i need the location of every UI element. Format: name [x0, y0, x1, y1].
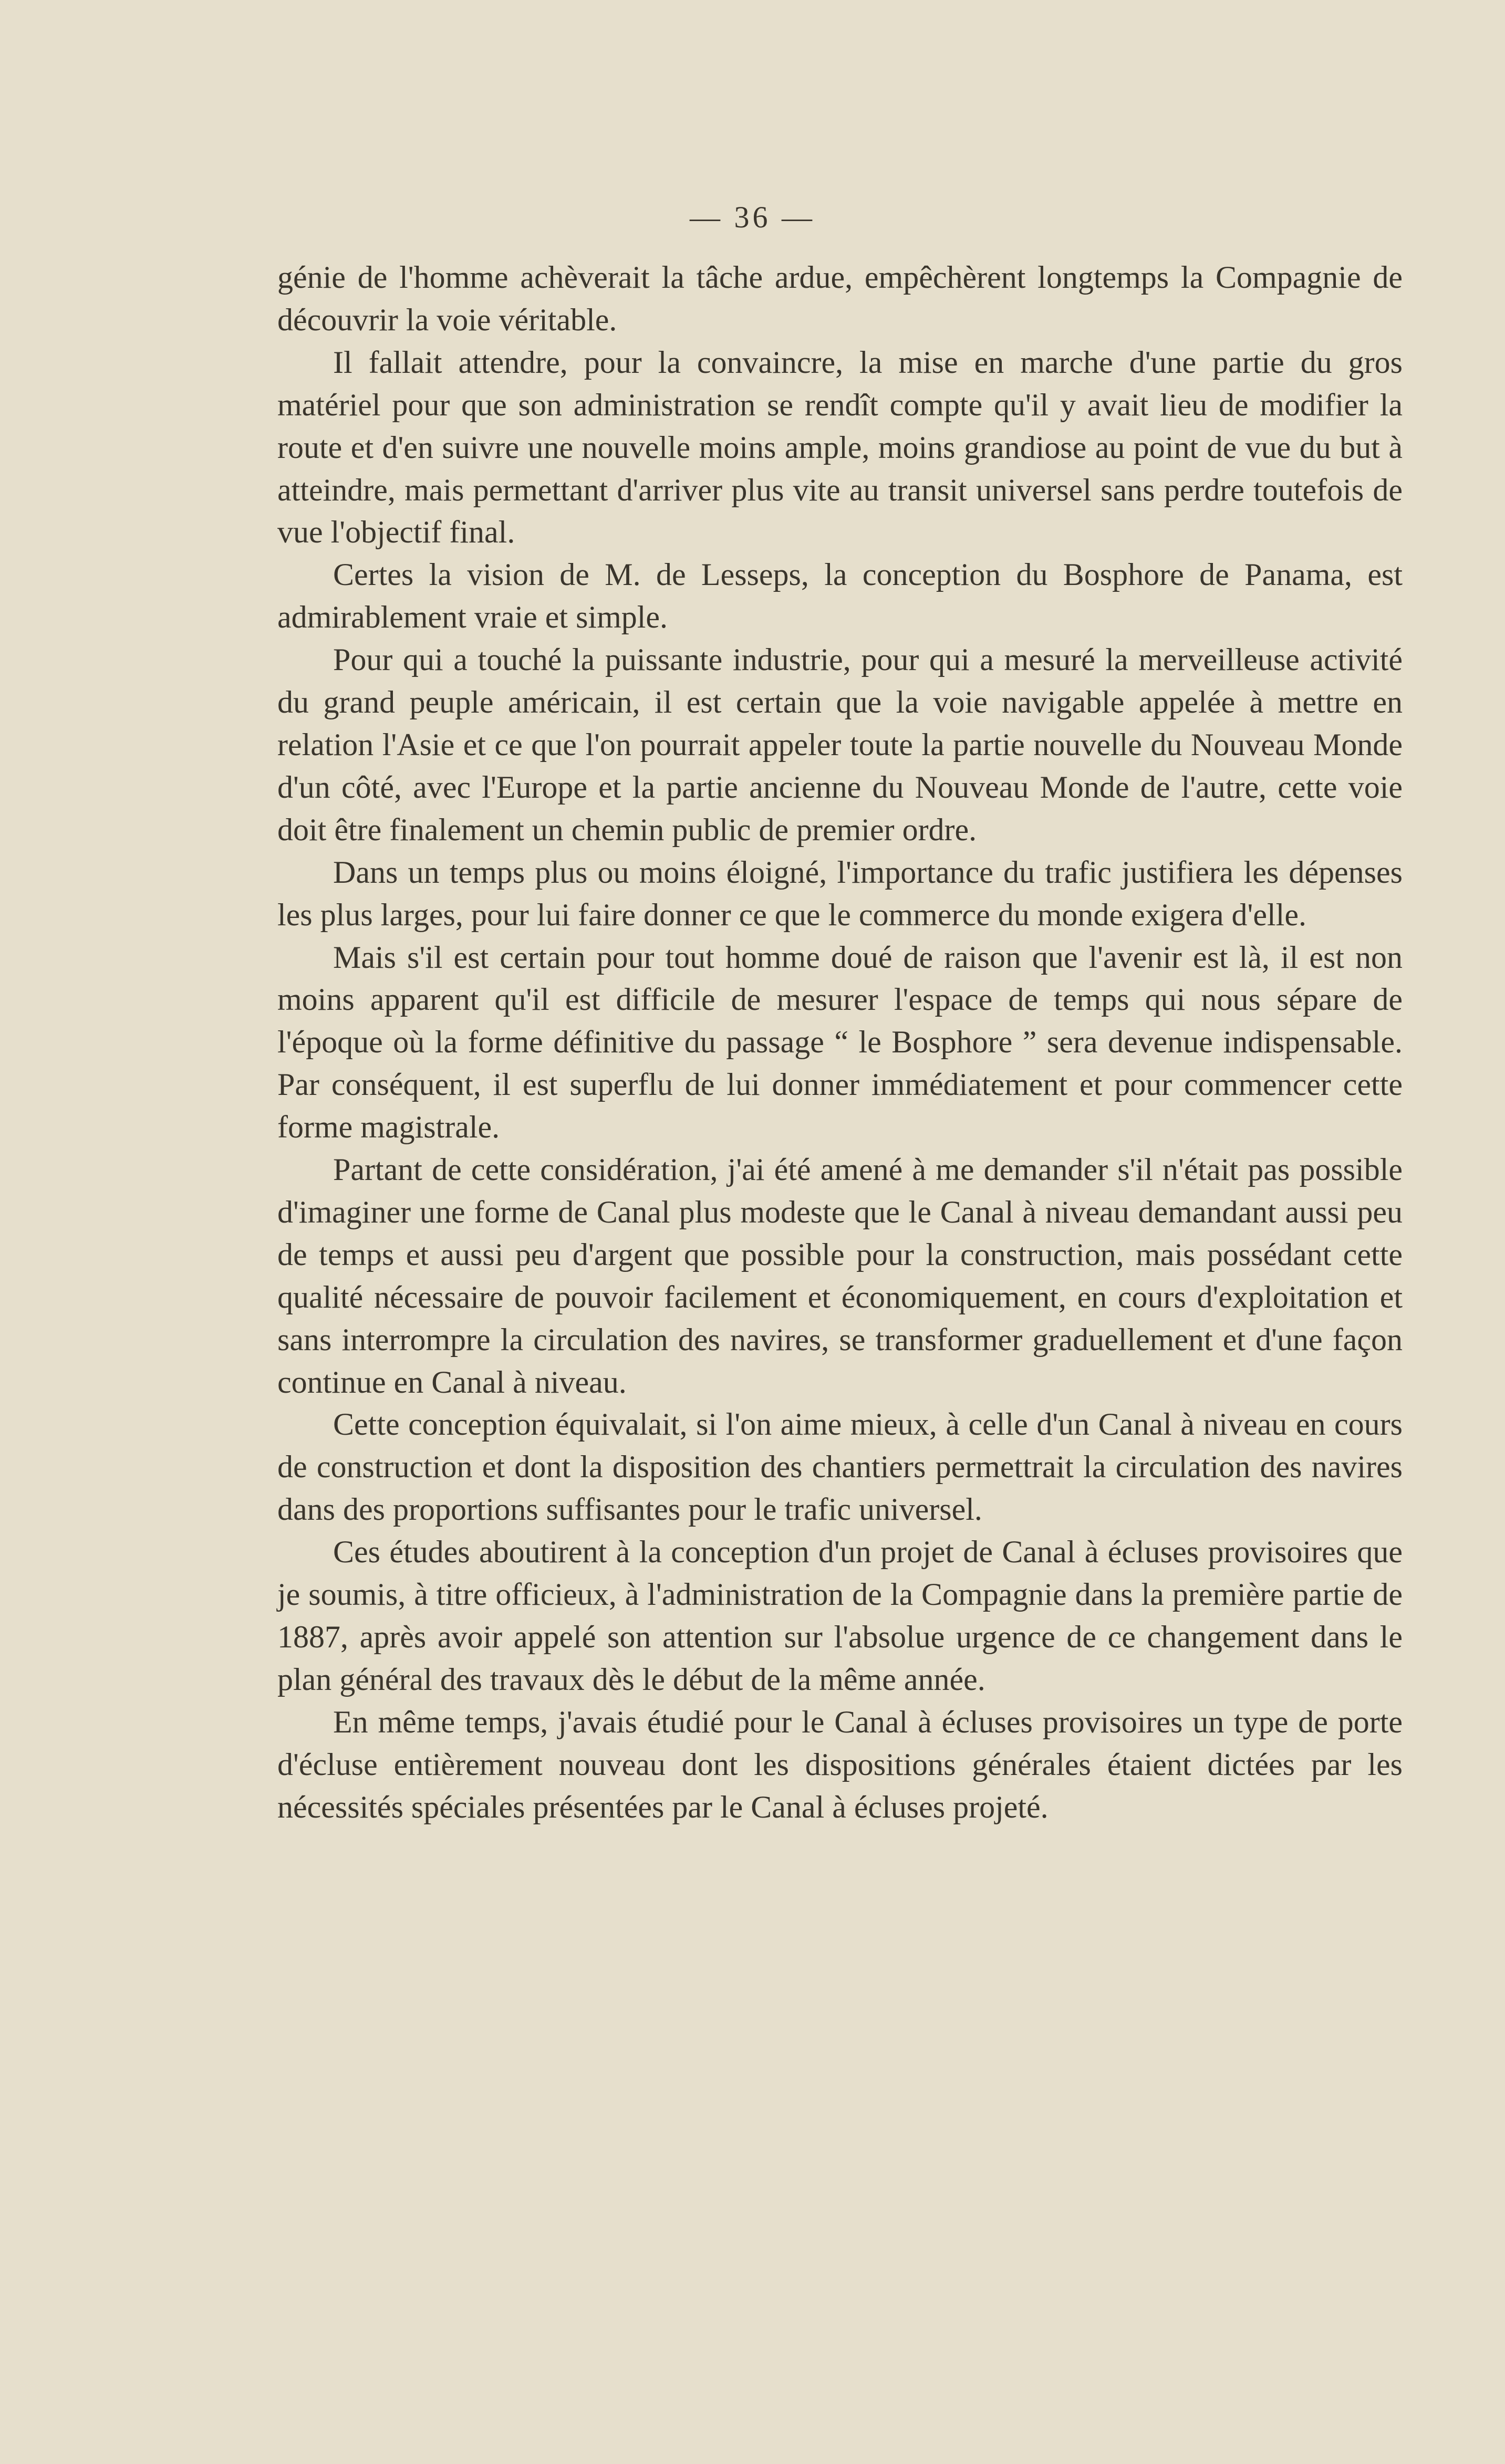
paragraph: Dans un temps plus ou moins éloigné, l'importance du trafic justifiera les dépenses les plus larges, pour lui faire donner ce que le commerce du monde exigera d'elle.	[277, 854, 1403, 932]
paragraph: Partant de cette considération, j'ai été amené à me demander s'il n'était pas possible d'imaginer une forme de Canal plus modeste que le Canal à niveau demandant aussi peu de temps et aussi peu d'argent que possible pour la construction, mais possédant cette qualité nécessaire de pouvoir facilement et économiquement, en cours d'exploitation et sans interrompre la circulation des navires, se transformer graduellement et d'une façon continue en Canal à niveau.	[277, 1152, 1403, 1400]
paragraph: Certes la vision de M. de Lesseps, la conception du Bosphore de Panama, est admirablement vraie et simple.	[277, 557, 1403, 635]
paragraph-continuation: génie de l'homme achèverait la tâche ardue, empêchèrent longtemps la Compagnie de découvrir la voie véritable.	[277, 260, 1403, 337]
body-text	[277, 256, 1403, 1829]
paragraph: Pour qui a touché la puissante industrie, pour qui a mesuré la merveilleuse activité du grand peuple américain, il est certain que la voie navigable appelée à mettre en relation l'Asie et ce que l'on pourrait appeler toute la partie nouvelle du Nouveau Monde d'un côté, avec l'Europe et la partie ancienne du Nouveau Monde de l'autre, cette voie doit être finalement un chemin public de premier ordre.	[277, 642, 1403, 847]
paragraph: En même temps, j'avais étudié pour le Canal à écluses provisoires un type de porte d'écluse entièrement nouveau dont les dispositions générales étaient dictées par les nécessités spéciales présentées par le Canal à écluses projeté.	[277, 1704, 1403, 1824]
page-number: — 36 —	[690, 200, 815, 234]
paragraph: Ces études aboutirent à la conception d'un projet de Canal à écluses provisoires que je soumis, à titre officieux, à l'administration de la Compagnie dans la première partie de 1887, après avoir appelé son attention sur l'absolue urgence de ce changement dans le plan général des travaux dès le début de la même année.	[277, 1534, 1403, 1697]
paragraph: Mais s'il est certain pour tout homme doué de raison que l'avenir est là, il est non moins apparent qu'il est difficile de mesurer l'espace de temps qui nous sépare de l'époque où la forme définitive du passage “ le Bosphore ” sera devenue indispensable. Par conséquent, il est superflu de lui donner immédiatement et pour commencer cette forme magistrale.	[277, 939, 1403, 1145]
paragraph: Il fallait attendre, pour la convaincre, la mise en marche d'une partie du gros matériel pour que son administration se rendît compte qu'il y avait lieu de modifier la route et d'en suivre une nouvelle moins ample, moins grandiose au point de vue du but à atteindre, mais permettant d'arriver plus vite au transit universel sans perdre toutefois de vue l'objectif final.	[277, 344, 1403, 550]
paragraph: Cette conception équivalait, si l'on aime mieux, à celle d'un Canal à niveau en cours de construction et dont la disposition des chantiers permettrait la circulation des navires dans des proportions suffisantes pour le trafic universel.	[277, 1407, 1403, 1527]
